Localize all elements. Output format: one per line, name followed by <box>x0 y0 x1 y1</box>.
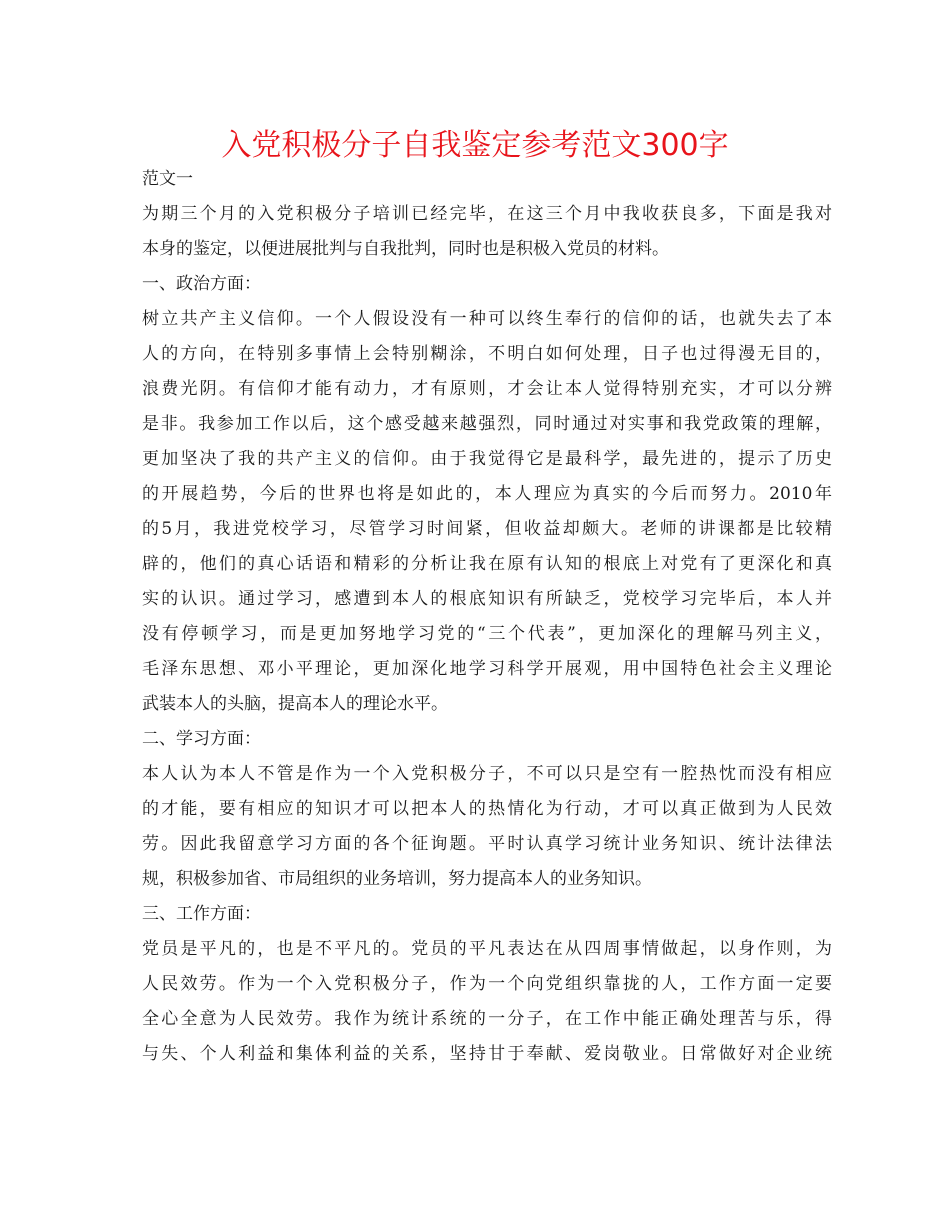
text-line: 武装本人的头脑，提高本人的理论水平。 <box>142 694 448 714</box>
text-line: 劳。因此我留意学习方面的各个征询题。平时认真学习统计业务知识、统计法律法 <box>142 834 832 854</box>
text-line: 本人认为本人不管是作为一个入党积极分子，不可以只是空有一腔热忱而没有相应 <box>142 764 832 784</box>
text-line: 与失、个人利益和集体利益的关系，坚持甘于奉献、爱岗敬业。日常做好对企业统 <box>142 1044 832 1064</box>
text-line: 实的认识。通过学习，感遭到本人的根底知识有所缺乏，党校学习完毕后，本人并 <box>142 589 832 609</box>
text-line: 浪费光阴。有信仰才能有动力，才有原则，才会让本人觉得特别充实，才可以分辨 <box>142 379 832 399</box>
text-line: 的5月，我进党校学习，尽管学习时间紧，但收益却颇大。老师的讲课都是比较精 <box>142 519 832 539</box>
text-line: 规，积极参加省、市局组织的业务培训，努力提高本人的业务知识。 <box>142 869 652 889</box>
text-line: 党员是平凡的，也是不平凡的。党员的平凡表达在从四周事情做起，以身作则，为 <box>142 939 832 959</box>
text-line: 本身的鉴定，以便进展批判与自我批判，同时也是积极入党员的材料。 <box>142 239 669 259</box>
text-line: 毛泽东思想、邓小平理论，更加深化地学习科学开展观，用中国特色社会主义理论 <box>142 659 832 679</box>
text-line: 一、政治方面： <box>142 274 261 294</box>
text-line: 辟的，他们的真心话语和精彩的分析让我在原有认知的根底上对党有了更深化和真 <box>142 554 832 574</box>
document-title: 入党积极分子自我鉴定参考范文300字 <box>221 128 729 163</box>
text-line: 的才能，要有相应的知识才可以把本人的热情化为行动，才可以真正做到为人民效 <box>142 799 832 819</box>
text-line: 全心全意为人民效劳。我作为统计系统的一分子，在工作中能正确处理苦与乐，得 <box>142 1009 832 1029</box>
text-line: 二、学习方面： <box>142 729 261 749</box>
text-line: 范文一 <box>142 169 193 189</box>
text-line: 没有停顿学习，而是更加努地学习党的“三个代表”，更加深化的理解马列主义， <box>142 624 832 644</box>
text-line: 三、工作方面： <box>142 904 261 924</box>
text-line: 人民效劳。作为一个入党积极分子，作为一个向党组织靠拢的人，工作方面一定要 <box>142 974 832 994</box>
text-line: 人的方向，在特别多事情上会特别糊涂，不明白如何处理，日子也过得漫无目的， <box>142 344 832 364</box>
text-line: 为期三个月的入党积极分子培训已经完毕，在这三个月中我收获良多，下面是我对 <box>142 204 832 224</box>
text-line: 更加坚决了我的共产主义的信仰。由于我觉得它是最科学，最先进的，提示了历史 <box>142 449 832 469</box>
text-line: 树立共产主义信仰。一个人假设没有一种可以终生奉行的信仰的话，也就失去了本 <box>142 309 832 329</box>
text-line: 是非。我参加工作以后，这个感受越来越强烈，同时通过对实事和我党政策的理解， <box>142 414 832 434</box>
text-line: 的开展趋势，今后的世界也将是如此的，本人理应为真实的今后而努力。2010年 <box>142 484 832 504</box>
